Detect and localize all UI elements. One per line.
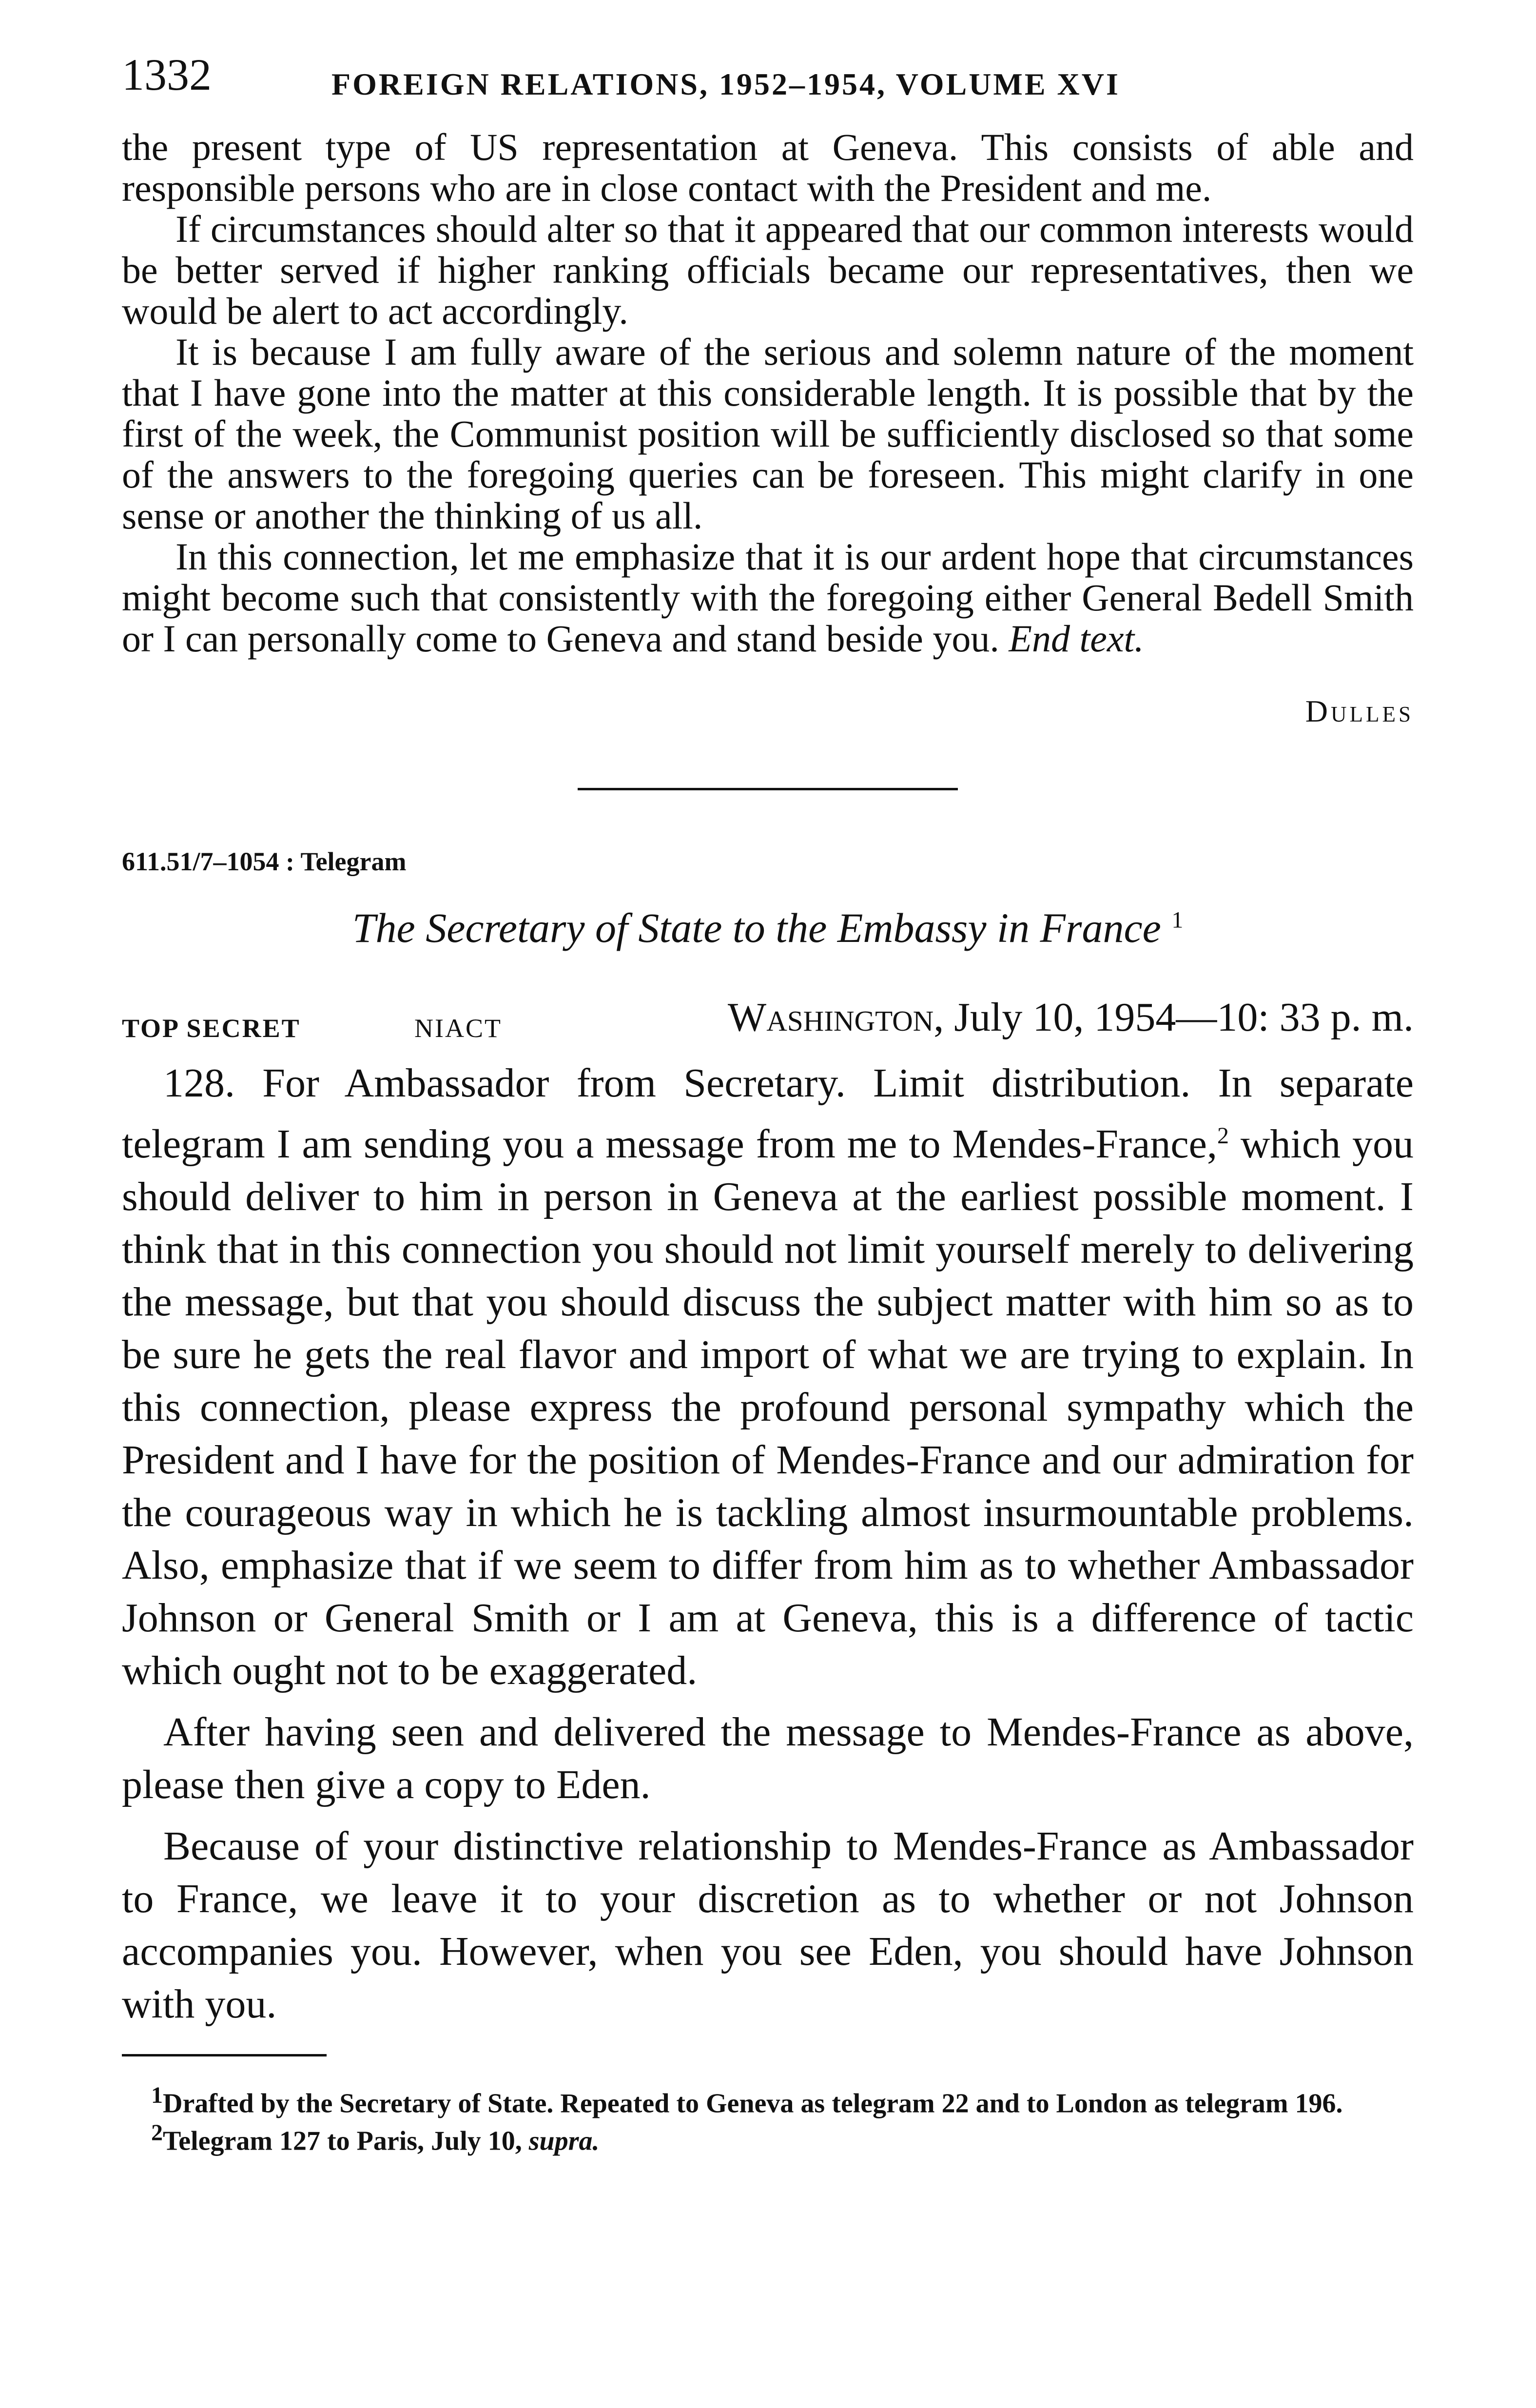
place-and-date — [728, 994, 1414, 1041]
paragraph-text: which you should deliver to him in person in Geneva at the earliest possible moment. I think that in this connection you should not limit yourself merely to delivering the message, but that you should discuss the subject matter with him so as to be sure he gets the real flavor and import of what we are trying to explain. In this connection, please express the profound personal sympathy which the President and I have for the position of Mendes-France and our admiration for the courageous way in which he is tackling almost insurmountable problems. Also, emphasize that if we seem to differ from him as to whether Ambassador Johnson or General Smith or I am at Geneva, this is a difference of tactic which ought not to be exaggerated. — [122, 1121, 1414, 1693]
paragraph: After having seen and delivered the message to Mendes-France as above, please then give a copy to Eden. — [122, 1709, 1414, 1807]
date-time: July 10, 1954—10: 33 p. m. — [954, 995, 1414, 1040]
file-reference: 611.51/7–1054 : Telegram — [122, 847, 407, 876]
precedence-marking: NIACT — [414, 1014, 502, 1043]
paragraph-text: In this connection, let me emphasize that it is our ardent hope that circumstances might become such that consistently with the foregoing either General Bedell Smith or I can personally come to Geneva and stand beside you. — [122, 535, 1414, 660]
footnote-mark: 2 — [151, 2119, 163, 2146]
footnote-divider — [122, 2054, 327, 2056]
paragraph: It is because I am fully aware of the serious and solemn nature of the moment that I have gone into the matter at this considerable length. It is possible that by the first of the week, the Communist position will be sufficiently disclosed so that some of the answers to the foregoing queries can be foreseen. This might clarify in one sense or another the thinking of us all. — [122, 331, 1414, 537]
running-head: FOREIGN RELATIONS, 1952–1954, VOLUME XVI — [331, 67, 1120, 101]
footnote-ref-1[interactable]: 1 — [1171, 907, 1184, 933]
footnote-text: Drafted by the Secretary of State. Repeated to Geneva as telegram 22 and to London as telegram 196. — [163, 2088, 1343, 2119]
footnotes — [122, 2081, 1414, 2155]
paragraph: Because of your distinctive relationship to Mendes-France as Ambassador to France, we leave it to your discretion as to whether or not Johnson accompanies you. However, when you see Eden, you should have Johnson with you. — [122, 1823, 1414, 2027]
telegram-body — [122, 1057, 1414, 2031]
footnote — [122, 2118, 1414, 2156]
footnote-mark: 1 — [151, 2082, 163, 2108]
paragraph — [122, 1057, 1414, 1697]
paragraph: If circumstances should alter so that it appeared that our common interests would be better served if higher ranking officials became our representatives, then we would be alert to act accordingly. — [122, 208, 1414, 332]
title-text: The Secretary of State to the Embassy in France — [352, 904, 1161, 951]
footnote-text: Telegram 127 to Paris, July 10, — [163, 2126, 529, 2156]
signature: Dulles — [1305, 694, 1414, 728]
classification-marking: TOP SECRET — [122, 1014, 301, 1043]
end-text-marker: End text. — [1009, 617, 1144, 660]
paragraph — [122, 536, 1414, 659]
previous-document-continuation — [122, 127, 1414, 659]
page-header — [122, 49, 1414, 127]
paragraph-text: 128. For Ambassador from Secretary. Limit distribution. In separate telegram I am sending you a message from me to Mendes-France, — [122, 1060, 1414, 1167]
document-title — [122, 903, 1414, 952]
document-page — [122, 49, 1414, 2155]
footnote-ref-2[interactable]: 2 — [1217, 1123, 1229, 1149]
section-divider — [578, 788, 958, 790]
paragraph: the present type of US representation at Geneva. This consists of able and responsible persons who are in close contact with the President and me. — [122, 126, 1414, 209]
page-number: 1332 — [122, 50, 212, 99]
place: Washington, — [727, 995, 944, 1040]
footnote-italic: supra. — [528, 2126, 600, 2156]
footnote — [122, 2081, 1414, 2118]
dateline — [122, 994, 1414, 1057]
